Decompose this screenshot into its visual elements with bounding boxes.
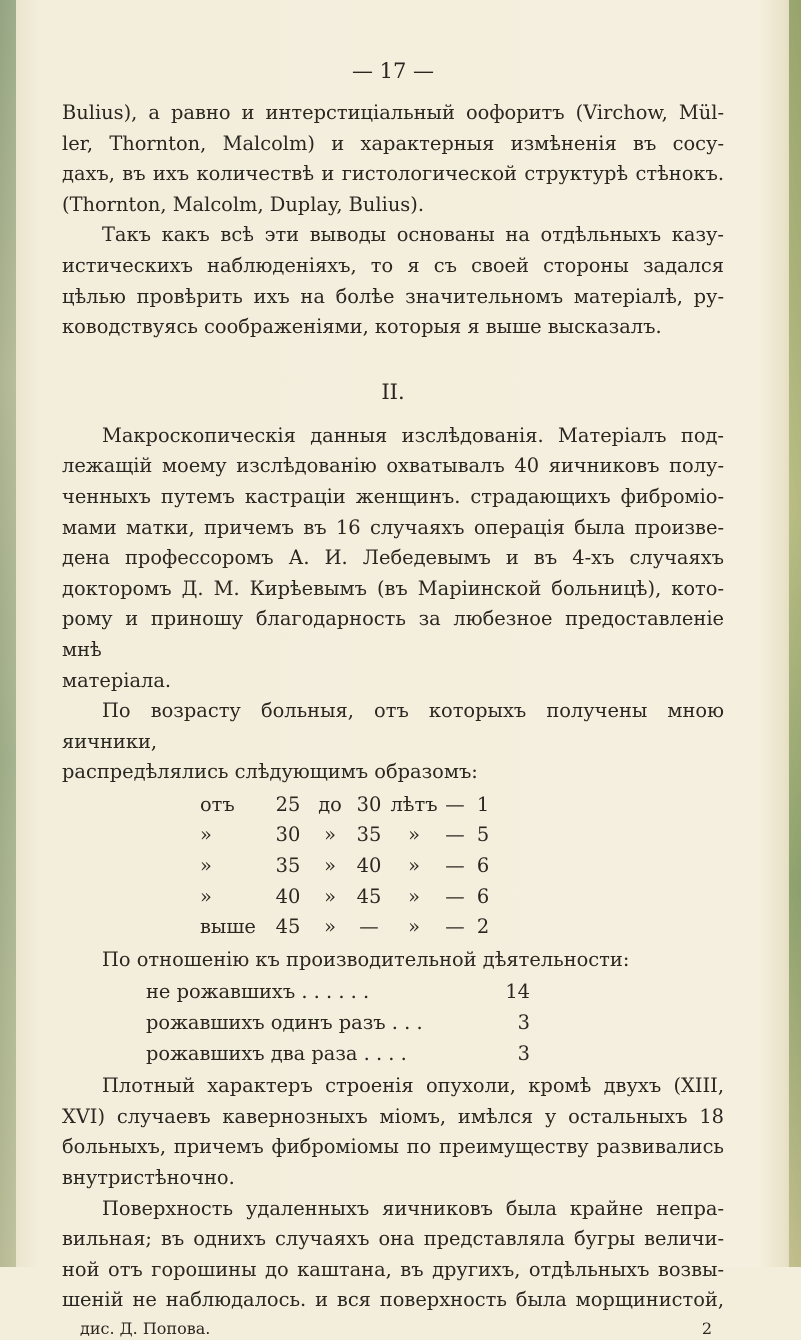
table-cell: 5 xyxy=(476,823,490,847)
paragraph-3 xyxy=(62,421,724,696)
table-row xyxy=(200,882,724,913)
table-cell: до xyxy=(318,792,342,816)
table-row xyxy=(146,1039,530,1070)
table-cell-value: 3 xyxy=(517,1041,530,1065)
age-distribution-table xyxy=(200,790,724,943)
text-line: Плотный характеръ строенія опухоли, кромѣ двухъ (XIII, xyxy=(102,1074,724,1098)
table-cell: » xyxy=(324,915,336,939)
table-cell: — xyxy=(445,854,465,878)
table-cell: 45 xyxy=(356,884,382,908)
text-line: внутристѣночно. xyxy=(62,1166,235,1189)
text-line: дена профессоромъ А. И. Лебедевымъ и въ 4-хъ случаяхъ xyxy=(62,546,724,570)
table-cell: 1 xyxy=(476,792,490,816)
table-cell: » xyxy=(200,854,212,878)
text-line: ler, Thornton, Malcolm) и характерныя измѣненія въ сосу- xyxy=(62,131,724,155)
table-cell: 35 xyxy=(275,854,301,878)
table-cell: 2 xyxy=(476,915,490,939)
page-content xyxy=(62,56,724,1340)
text-line: распредѣлялись слѣдующимъ образомъ: xyxy=(62,760,478,784)
text-line: докторомъ Д. М. Кирѣевымъ (въ Маріинской больницѣ), кото- xyxy=(62,576,724,600)
table-cell-value: 3 xyxy=(517,1011,530,1035)
table-cell: — xyxy=(445,792,465,816)
text-line: По возрасту больныя, отъ которыхъ получены мною яичники, xyxy=(62,699,724,753)
table-cell: 35 xyxy=(356,823,382,847)
table-cell: 40 xyxy=(275,884,301,908)
table-row xyxy=(200,851,724,882)
paragraph-6 xyxy=(62,1071,724,1193)
table-cell-value: 14 xyxy=(505,980,530,1004)
text-line: (Thornton, Malcolm, Duplay, Bulius). xyxy=(62,192,424,216)
table-cell: » xyxy=(200,823,212,847)
table-row xyxy=(200,912,724,943)
table-row xyxy=(146,977,530,1008)
table-cell: 30 xyxy=(356,792,382,816)
text-line: цѣлью провѣрить ихъ на болѣе значительномъ матеріалѣ, ру- xyxy=(62,284,724,308)
paragraph-2 xyxy=(62,220,724,342)
table-cell: отъ xyxy=(200,792,235,816)
table-cell: 45 xyxy=(275,915,301,939)
table-cell: 30 xyxy=(275,823,301,847)
table-row xyxy=(200,790,724,821)
section-heading: II. xyxy=(381,379,405,404)
top-paragraph xyxy=(62,98,724,220)
text-line: матеріала. xyxy=(62,668,172,692)
table-cell: » xyxy=(408,884,420,908)
table-cell: — xyxy=(359,915,379,939)
paragraph-5: По отношенію къ производительной дѣятельности: xyxy=(102,947,630,971)
table-row xyxy=(200,820,724,851)
table-cell-label: не рожавшихъ . . . . . . xyxy=(146,980,370,1004)
table-cell: » xyxy=(408,823,420,847)
reproduction-table xyxy=(146,977,530,1069)
text-line: Такъ какъ всѣ эти выводы основаны на отдѣльныхъ казу- xyxy=(102,223,724,247)
table-cell: » xyxy=(324,854,336,878)
text-line: вильная; въ однихъ случаяхъ она представляла бугры величи- xyxy=(62,1227,724,1251)
text-line: истическихъ наблюденіяхъ, то я съ своей стороны задался xyxy=(62,253,724,277)
table-cell: 25 xyxy=(275,792,301,816)
text-line: ководствуясь соображеніями, которыя я выше высказалъ. xyxy=(62,315,662,339)
left-page-edge xyxy=(0,0,16,1267)
signature-mark: дис. Д. Попова. xyxy=(80,1318,211,1338)
text-line: мами матки, причемъ въ 16 случаяхъ операція была произве- xyxy=(62,515,724,539)
text-line: лежащій моему изслѣдованію охватывалъ 40 яичниковъ полу- xyxy=(62,454,724,478)
table-cell: 40 xyxy=(356,854,382,878)
table-cell: лѣтъ xyxy=(390,792,438,816)
table-cell: — xyxy=(445,915,465,939)
sheet-number: 2 xyxy=(701,1318,712,1338)
text-line: Поверхность удаленныхъ яичниковъ была крайне непра- xyxy=(102,1196,724,1220)
paragraph-4 xyxy=(62,696,724,788)
right-page-edge xyxy=(789,0,801,1267)
text-line: XVI) случаевъ кавернозныхъ міомъ, имѣлся у остальныхъ 18 xyxy=(62,1104,724,1128)
table-cell: 6 xyxy=(476,884,490,908)
text-line: Bulius), а равно и интерстиціальный оофоритъ (Virchow, Mül- xyxy=(62,101,724,124)
table-cell: » xyxy=(408,854,420,878)
table-cell: — xyxy=(445,884,465,908)
table-cell: выше xyxy=(200,915,256,939)
text-line: больныхъ, причемъ фиброміомы по преимуществу развивались xyxy=(62,1135,724,1159)
table-cell: » xyxy=(324,884,336,908)
page-number: — 17 — xyxy=(351,59,435,83)
table-cell-label: рожавшихъ одинъ разъ . . . xyxy=(146,1011,423,1035)
text-line: шеній не наблюдалось. и вся поверхность была морщинистой, xyxy=(62,1288,724,1312)
table-cell: » xyxy=(200,884,212,908)
table-cell: » xyxy=(324,823,336,847)
table-cell: 6 xyxy=(476,854,490,878)
text-line: ной отъ горошины до каштана, въ другихъ, отдѣльныхъ возвы- xyxy=(62,1257,724,1281)
page-footer xyxy=(62,1318,724,1340)
table-cell: » xyxy=(408,915,420,939)
text-line: рому и приношу благодарность за любезное предоставленіе мнѣ xyxy=(62,607,724,661)
text-line: Макроскопическія данныя изслѣдованія. Матеріалъ под- xyxy=(102,423,724,447)
text-line: дахъ, въ ихъ количествѣ и гистологической структурѣ стѣнокъ. xyxy=(62,162,724,186)
paragraph-7 xyxy=(62,1194,724,1316)
table-row xyxy=(146,1008,530,1039)
table-cell-label: рожавшихъ два раза . . . . xyxy=(146,1041,407,1065)
text-line: ченныхъ путемъ кастраціи женщинъ. страдающихъ фиброміо- xyxy=(62,484,724,508)
table-cell: — xyxy=(445,823,465,847)
